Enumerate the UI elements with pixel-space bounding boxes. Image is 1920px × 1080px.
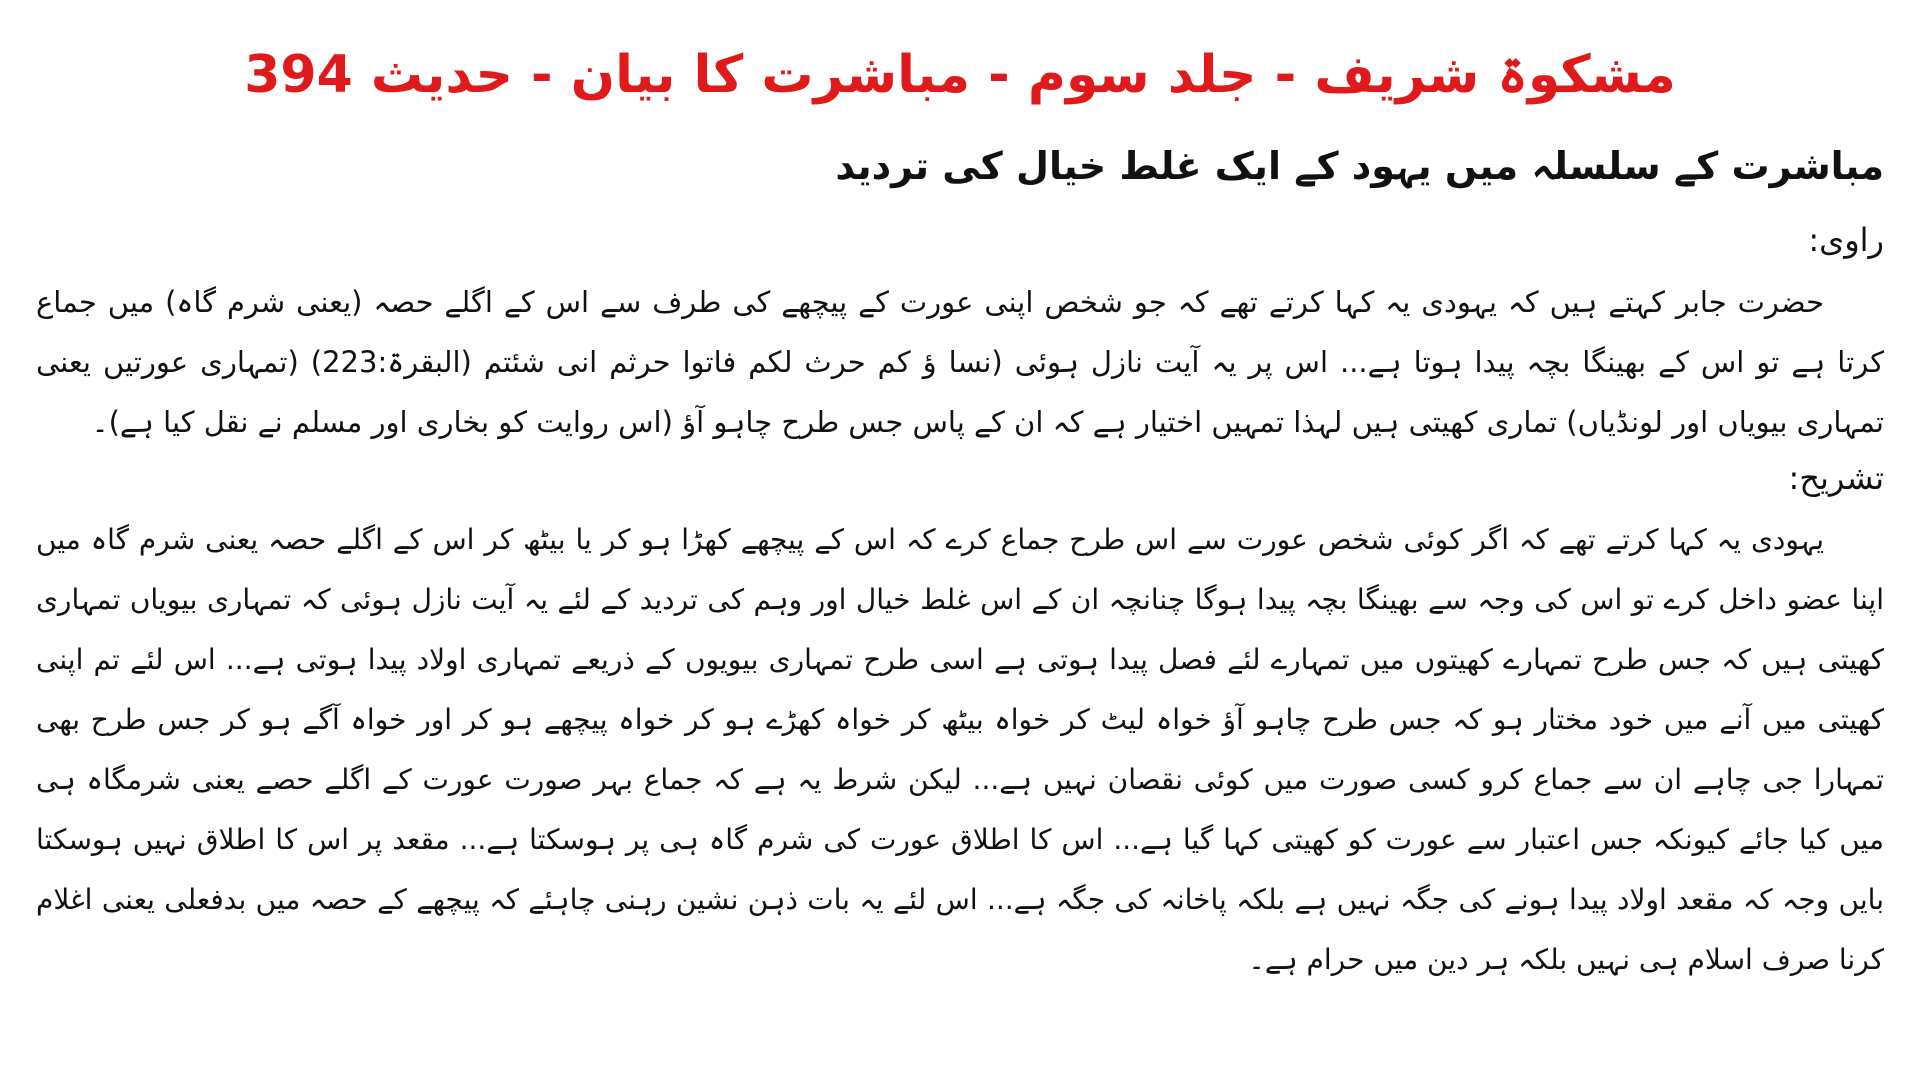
hadith-text: حضرت جابر کہتے ہیں کہ یہودی یہ کہا کرتے تھے کہ جو شخص اپنی عورت کے پیچھے کی طرف سے اس کے اگلے حصہ (یعنی شرم گاہ) میں جماع کرتا ہے تو اس کے بھینگا بچہ پیدا ہوتا ہے... اس پر یہ آیت نازل ہوئی (نسا ؤ کم حرث لکم فاتوا حرثم انی شئتم (البقرۃ:223) (تمہاری عورتیں یعنی تمہاری بیویاں اور لونڈیاں) تماری کھیتی ہیں لہذا تمہیں اختیار ہے کہ ان کے پاس جس طرح چاہو آؤ (اس روایت کو بخاری اور مسلم نے نقل کیا ہے)۔ [36,285,1884,439]
page-title: مشکوۃ شریف - جلد سوم - مباشرت کا بیان - حدیث 394 [244,45,1676,105]
narrator-label: راوی: [1808,221,1884,259]
commentary-text: یہودی یہ کہا کرتے تھے کہ اگر کوئی شخص عورت سے اس طرح جماع کرے کہ اس کے پیچھے کھڑا ہو کر یا بیٹھ کر اس کے اگلے حصہ یعنی شرم گاہ میں اپنا عضو داخل کرے تو اس کی وجہ سے بھینگا بچہ پیدا ہوگا چنانچہ ان کے اس غلط خیال اور وہم کی تردید کے لئے یہ آیت نازل ہوئی کہ تمہاری بیویاں تمہاری کھیتی ہیں کہ جس طرح تمہارے کھیتوں میں تمہارے لئے فصل پیدا ہوتی ہے اسی طرح تمہاری بیویوں کے ذریعے تمہاری اولاد پیدا ہوتی ہے... اس لئے تم اپنی کھیتی میں آنے میں خود مختار ہو کہ جس طرح چاہو آؤ خواہ لیٹ کر خواہ بیٹھ کر خواہ کھڑے ہو کر خواہ پیچھے ہو کر اور خواہ آگے ہو کر جس طرح بھی تمہارا جی چاہے ان سے جماع کرو کسی صورت میں کوئی نقصان نہیں ہے... لیکن شرط یہ ہے کہ جماع بہر صورت عورت کے اگلے حصے یعنی شرمگاہ ہی میں کیا جائے کیونکہ جس اعتبار سے عورت کو کھیتی کہا گیا ہے... اس کا اطلاق عورت کی شرم گاہ ہی پر ہوسکتا ہے... مقعد پر اس کا اطلاق نہیں ہوسکتا بایں وجہ کہ مقعد اولاد پیدا ہونے کی جگہ نہیں ہے بلکہ پاخانہ کی جگہ ہے... اس لئے یہ بات ذہن نشین رہنی چاہئے کہ پیچھے کے حصہ میں بدفعلی یعنی اغلام کرنا صرف اسلام ہی نہیں بلکہ ہر دین میں حرام ہے۔ [36,523,1884,976]
section-heading: مباشرت کے سلسلہ میں یہود کے ایک غلط خیال کی تردید [835,144,1884,188]
commentary-label: تشریح: [1788,459,1884,497]
